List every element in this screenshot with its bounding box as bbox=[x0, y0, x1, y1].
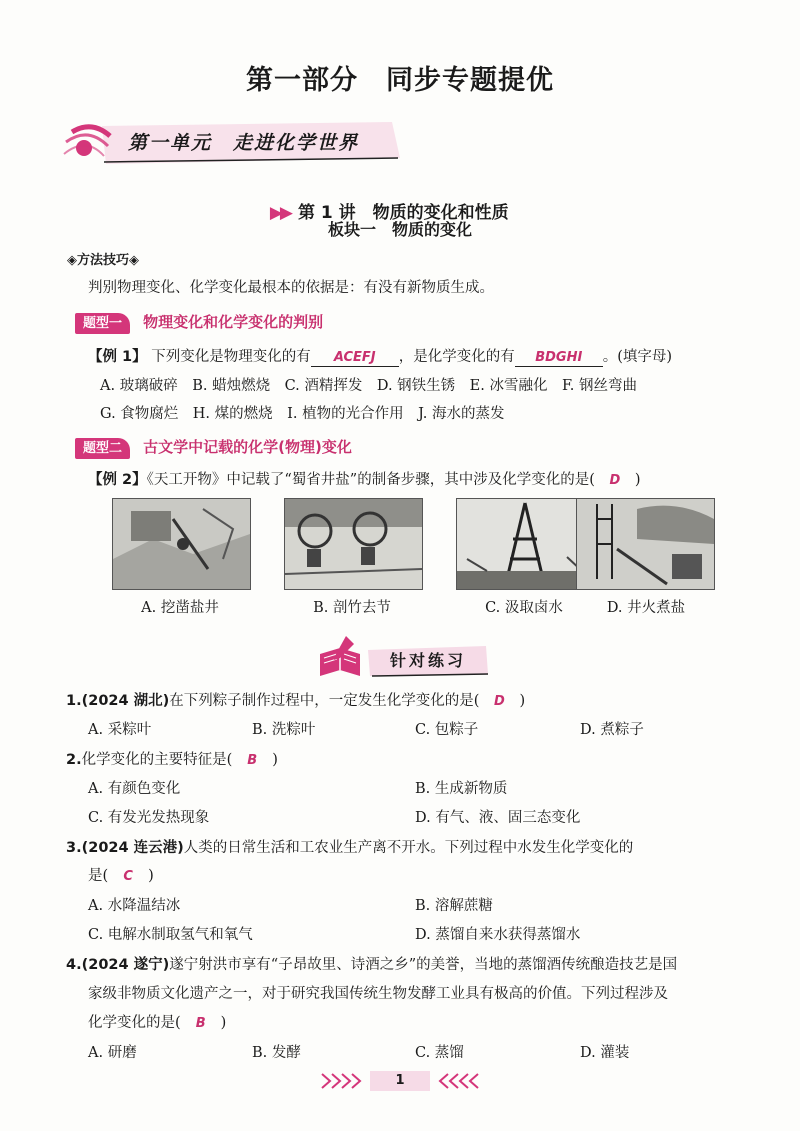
q3-option-d: D. 蒸馏自来水获得蒸馏水 bbox=[415, 927, 581, 943]
caption-c: C. 汲取卤水 bbox=[485, 600, 563, 616]
q3-option-c: C. 电解水制取氢气和氧气 bbox=[88, 927, 253, 943]
q2-option-a: A. 有颜色变化 bbox=[88, 781, 181, 797]
block-title: 板块一 物质的变化 bbox=[327, 220, 472, 239]
q2-answer: B bbox=[247, 753, 258, 768]
q2-option-b: B. 生成新物质 bbox=[415, 781, 508, 797]
q1-option-c: C. 包粽子 bbox=[415, 722, 479, 738]
example1-stem bbox=[88, 345, 672, 367]
unit-title: 第一单元 走进化学世界 bbox=[128, 132, 360, 154]
q4-text-line3: 化学变化的是( bbox=[88, 1015, 181, 1031]
caption-b: B. 剖竹去节 bbox=[313, 600, 391, 616]
example1-text-b: ，是化学变化的有 bbox=[398, 349, 515, 365]
q3-text-line2: 是( bbox=[88, 868, 109, 884]
photo-b bbox=[284, 498, 423, 590]
q3-text-line1: 人类的日常生活和工农业生产离不开水。下列过程中水发生化学变化的 bbox=[183, 840, 634, 856]
q2-text: 化学变化的主要特征是( bbox=[81, 752, 233, 768]
example1-text-c: 。(填字母) bbox=[602, 349, 673, 365]
qtype2-title: 古文学中记载的化学(物理)变化 bbox=[143, 438, 352, 456]
caption-d: D. 井火煮盐 bbox=[606, 600, 686, 616]
book-pencil-icon bbox=[320, 636, 360, 676]
q3-answer: C bbox=[123, 869, 133, 884]
qtype2-header bbox=[75, 436, 352, 457]
qtype1-header bbox=[75, 311, 323, 332]
page-title: 第一部分 同步专题提优 bbox=[246, 65, 554, 96]
example1-options-row1: A. 玻璃破碎 B. 蜡烛燃烧 C. 酒精挥发 D. 钢铁生锈 E. 冰雪融化 F. 钢丝弯曲 bbox=[100, 378, 638, 394]
tips-text: 判别物理变化、化学变化最根本的依据是：有没有新物质生成。 bbox=[88, 280, 494, 296]
q3-source: (2024 连云港) bbox=[81, 840, 184, 856]
q1-number: 1. bbox=[66, 693, 82, 709]
example2-label: 【例 2】 bbox=[88, 472, 147, 488]
q2-number: 2. bbox=[66, 752, 82, 768]
question-3-stem-line2 bbox=[88, 864, 154, 885]
example2-text: 《天工开物》中记载了“蜀省井盐”的制备步骤，其中涉及化学变化的是( bbox=[146, 472, 595, 488]
page-footer bbox=[0, 1070, 800, 1092]
q4-option-c: C. 蒸馏 bbox=[415, 1045, 464, 1061]
qtype1-title: 物理变化和化学变化的判别 bbox=[143, 313, 324, 331]
question-2-stem bbox=[66, 748, 278, 769]
q3-option-b: B. 溶解蔗糖 bbox=[415, 898, 493, 914]
q4-close: ) bbox=[220, 1015, 227, 1031]
q1-answer: D bbox=[494, 694, 505, 709]
qtype2-tag: 题型二 bbox=[75, 438, 130, 459]
page-number: 1 bbox=[395, 1073, 405, 1088]
q1-close: ) bbox=[519, 693, 526, 709]
question-4-stem-line2: 家级非物质文化遗产之一，对于研究我国传统生物发酵工业具有极高的价值。下列过程涉及 bbox=[88, 986, 668, 1002]
q4-text-line1: 遂宁射洪市享有“子昂故里、诗酒之乡”的美誉，当地的蒸馏酒传统酿造技艺是国 bbox=[169, 957, 678, 973]
question-4-stem-line1 bbox=[66, 953, 677, 974]
example1-answer2: BDGHI bbox=[515, 350, 603, 367]
q3-number: 3. bbox=[66, 840, 82, 856]
q4-answer: B bbox=[195, 1016, 206, 1031]
example2-close: ) bbox=[634, 472, 641, 488]
q1-option-b: B. 洗粽叶 bbox=[252, 722, 316, 738]
lecture-title-text: 第 1 讲 物质的变化和性质 bbox=[298, 203, 509, 223]
q1-source: (2024 湖北) bbox=[81, 693, 170, 709]
q2-close: ) bbox=[272, 752, 278, 768]
example2-answer: D bbox=[609, 473, 621, 488]
q1-option-d: D. 煮粽子 bbox=[580, 722, 644, 738]
question-4-stem-line3 bbox=[88, 1011, 226, 1032]
q3-close: ) bbox=[148, 868, 154, 884]
q4-option-d: D. 灌装 bbox=[580, 1045, 630, 1061]
tips-label: ◈方法技巧◈ bbox=[67, 253, 139, 268]
q3-option-a: A. 水降温结冰 bbox=[88, 898, 181, 914]
example1-answer1: ACEFJ bbox=[311, 350, 399, 367]
example1-options-row2: G. 食物腐烂 H. 煤的燃烧 I. 植物的光合作用 J. 海水的蒸发 bbox=[100, 406, 505, 422]
practice-title: 针对练习 bbox=[390, 651, 467, 670]
photo-c bbox=[456, 498, 595, 590]
double-arrow-icon: ▶▶ bbox=[269, 203, 290, 223]
example2-stem bbox=[88, 468, 641, 489]
q2-option-d: D. 有气、液、固三态变化 bbox=[415, 810, 581, 826]
q2-option-c: C. 有发光发热现象 bbox=[88, 810, 210, 826]
qtype1-tag: 题型一 bbox=[75, 313, 130, 334]
example1-label: 【例 1】 bbox=[88, 349, 147, 365]
caption-a: A. 挖凿盐井 bbox=[141, 600, 219, 616]
q4-source: (2024 遂宁) bbox=[81, 957, 170, 973]
q4-number: 4. bbox=[66, 957, 82, 973]
q1-option-a: A. 采粽叶 bbox=[88, 722, 152, 738]
q4-option-a: A. 研磨 bbox=[88, 1045, 137, 1061]
question-1-stem bbox=[66, 689, 525, 710]
photo-d bbox=[576, 498, 715, 590]
q1-text: 在下列粽子制作过程中，一定发生化学变化的是( bbox=[169, 693, 480, 709]
question-3-stem-line1 bbox=[66, 836, 633, 857]
q4-option-b: B. 发酵 bbox=[252, 1045, 301, 1061]
example1-text-a: 下列变化是物理变化的有 bbox=[151, 349, 311, 365]
photo-a bbox=[112, 498, 251, 590]
